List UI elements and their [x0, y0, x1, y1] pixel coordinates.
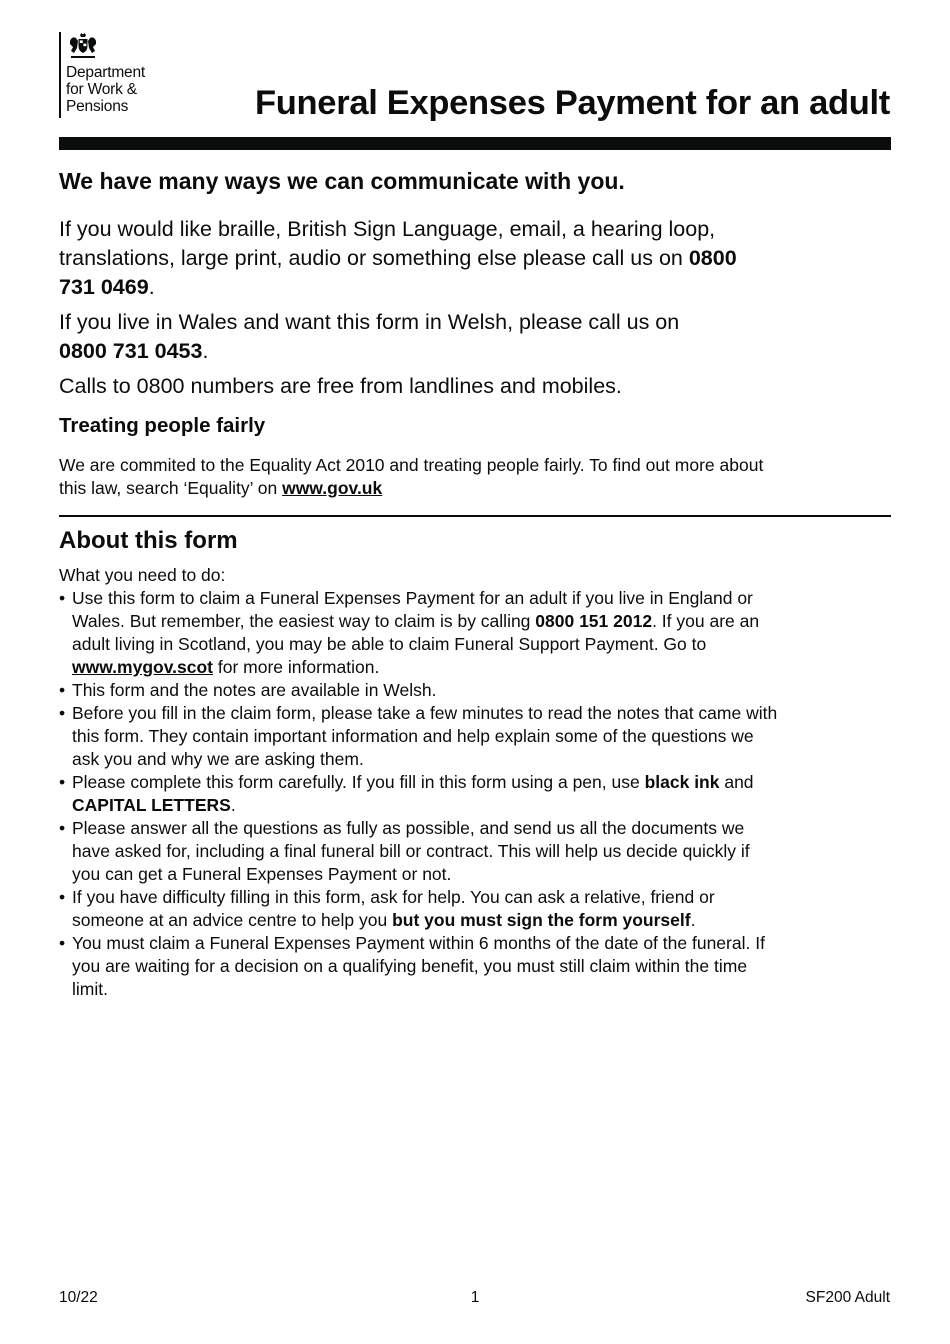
footer-page-number: 1: [470, 1289, 480, 1306]
about-heading: About this form: [59, 527, 238, 554]
logo-rule: [59, 32, 61, 118]
list-item: [59, 817, 779, 886]
claim-phone: 0800 151 2012: [535, 611, 653, 631]
accessibility-text: If you would like braille, British Sign Language, email, a hearing loop, translations, large print, audio or something else please call us on: [59, 217, 716, 270]
title-divider: [59, 137, 891, 150]
item-text: . If you are an adult living in Scotland, you may be able to claim Funeral Support Payment. Go to: [72, 611, 760, 654]
accessibility-end: .: [148, 275, 155, 299]
black-ink-emphasis: black ink: [644, 772, 720, 792]
item-text: This form and the notes are available in Welsh.: [72, 680, 437, 700]
fairness-paragraph: [59, 454, 779, 499]
department-line-1: Department: [66, 64, 145, 81]
bullet: •: [59, 933, 66, 953]
item-text: for more information.: [213, 657, 380, 677]
department-name: [66, 64, 145, 115]
bullet: •: [59, 887, 66, 907]
form-title: Funeral Expenses Payment for an adult: [254, 84, 890, 122]
department-line-2: for Work &: [66, 81, 137, 98]
item-text: .: [690, 910, 696, 930]
item-text: Please complete this form carefully. If you fill in this form using a pen, use: [72, 772, 645, 792]
royal-coat-of-arms-icon: [66, 32, 100, 60]
item-text: Use this form to claim a Funeral Expenses Payment for an adult if you live in England or Wales. But remember, the easiest way to claim is by calling: [72, 588, 753, 631]
list-item: [59, 679, 779, 702]
welsh-end: .: [202, 339, 209, 363]
bullet: •: [59, 818, 66, 838]
bullet: •: [59, 772, 66, 792]
footer-date: 10/22: [59, 1289, 98, 1306]
welsh-text: If you live in Wales and want this form in Welsh, please call us on: [59, 310, 680, 334]
section-divider: [59, 515, 891, 517]
sign-yourself-emphasis: but you must sign the form yourself: [392, 910, 691, 930]
item-text: You must claim a Funeral Expenses Payment within 6 months of the date of the funeral. If you are waiting for a decision on a qualifying benefit, you must still claim within the time limit.: [72, 933, 765, 999]
communication-heading: We have many ways we can communicate with you.: [59, 168, 625, 194]
item-text: Before you fill in the claim form, please take a few minutes to read the notes that came with this form. They contain important information and help explain some of the questions we ask you and why we are asking them.: [72, 703, 778, 769]
list-item: [59, 932, 779, 1001]
fairness-heading: Treating people fairly: [59, 414, 266, 437]
mygov-scot-link[interactable]: www.mygov.scot: [72, 657, 213, 677]
capital-letters-emphasis: CAPITAL LETTERS: [72, 795, 231, 815]
welsh-paragraph: [59, 308, 699, 366]
fairness-text: We are commited to the Equality Act 2010 and treating people fairly. To find out more about this law, search ‘Equality’ on: [59, 455, 764, 498]
instructions-list: [59, 587, 779, 1001]
list-item: [59, 771, 779, 817]
welsh-phone: 0800 731 0453: [59, 339, 203, 363]
list-item: [59, 702, 779, 771]
item-text: If you have difficulty filling in this form, ask for help. You can ask a relative, friend or someone at an advice centre to help you: [72, 887, 715, 930]
gov-uk-link[interactable]: www.gov.uk: [282, 477, 383, 498]
list-item: [59, 587, 779, 679]
about-intro: What you need to do:: [59, 565, 226, 585]
list-item: [59, 886, 779, 932]
department-line-3: Pensions: [66, 98, 129, 115]
accessibility-paragraph: [59, 215, 759, 302]
bullet: •: [59, 680, 66, 700]
accessibility-phone: 0800 731 0469: [59, 246, 737, 299]
calls-free-paragraph: Calls to 0800 numbers are free from landlines and mobiles.: [59, 374, 622, 398]
item-text: .: [230, 795, 236, 815]
item-text: and: [719, 772, 754, 792]
bullet: •: [59, 588, 66, 608]
footer-form-code: SF200 Adult: [805, 1289, 890, 1306]
bullet: •: [59, 703, 66, 723]
item-text: Please answer all the questions as fully as possible, and send us all the documents we have asked for, including a final funeral bill or contract. This will help us decide quickly if you can get a Funeral Expenses Payment or not.: [72, 818, 750, 884]
dwp-logo: [59, 32, 179, 120]
